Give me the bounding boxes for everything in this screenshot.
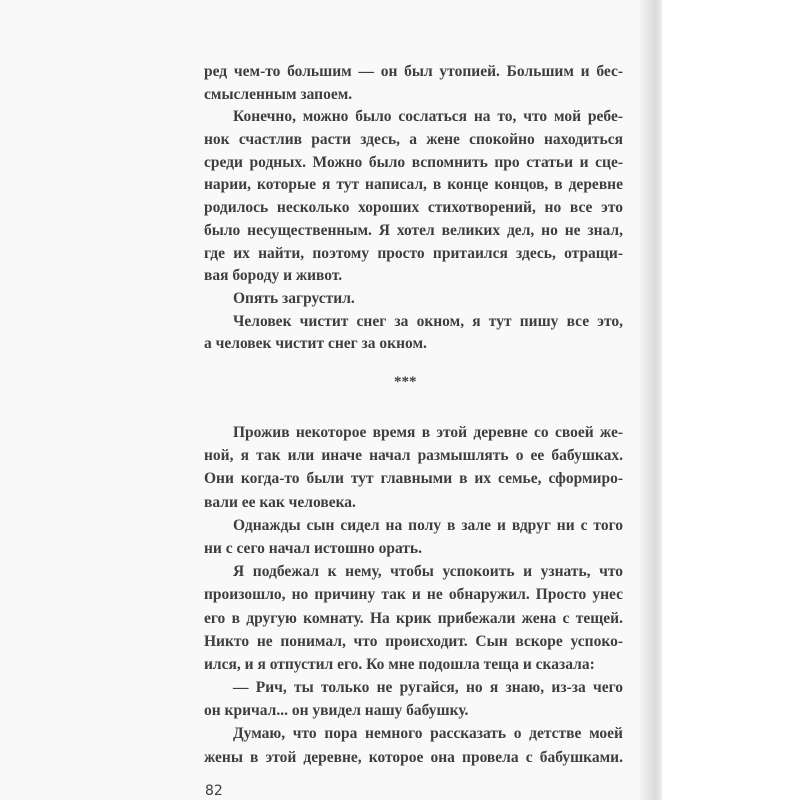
text-line: Человек чистит снег за окном, я тут пишу все это,: [233, 312, 623, 330]
paragraph: [204, 722, 623, 768]
text-line: ред чем-то большим — он был утопией. Большим и бес-: [204, 63, 623, 80]
paragraph: [204, 421, 623, 514]
paragraph: [204, 106, 623, 288]
text-line: Думаю, что пора немного рассказать о детстве моей: [233, 725, 623, 743]
paragraph: [204, 61, 623, 106]
text-line: было несущественным. Я хотел великих дел, но не знал,: [204, 221, 623, 239]
background: [662, 0, 800, 800]
text-line: Конечно, можно было сослаться на то, что мой ребе-: [233, 108, 623, 126]
text-line: нок счастлив расти здесь, а жене спокойно находиться: [204, 131, 623, 149]
text-line: Опять загрустил.: [233, 289, 355, 307]
text-line: Они когда-то были тут главными в их семье, сформиро-: [204, 470, 623, 488]
text-line: где их найти, поэтому просто притаился здесь, отращи-: [204, 244, 623, 262]
paragraph: [204, 311, 623, 356]
text-line: смысленным запоем.: [204, 85, 353, 103]
paragraph: [204, 676, 623, 722]
text-line: вая бороду и живот.: [204, 267, 343, 285]
paragraph: [204, 288, 623, 311]
text-line: — Рич, ты только не ругайся, но я знаю, из-за чего: [233, 679, 623, 697]
text-line: а человек чистит снег за окном.: [204, 335, 427, 353]
text-line: вали ее как человека.: [204, 493, 356, 511]
text-line: жены в этой деревне, которое она провела с бабушками.: [204, 748, 623, 766]
page-edge-shadow: [640, 0, 662, 800]
text-line: Я подбежал к нему, чтобы успокоить и узнать, что: [233, 563, 623, 581]
page-number: 82: [205, 783, 223, 799]
paragraph: [204, 560, 623, 676]
text-line: родилось несколько хороших стихотворений, но все это: [204, 199, 623, 217]
text-line: ной, я так или иначе начал размышлять о ее бабушках.: [204, 447, 623, 465]
text-line: Прожив некоторое время в этой деревне со своей же-: [233, 424, 623, 441]
text-line: среди родных. Можно было вспомнить про статьи и сце-: [204, 153, 623, 171]
text-line: ни с сего начал истошно орать.: [204, 539, 422, 557]
text-line: ился, и я отпустил его. Ко мне подошла теща и сказала:: [204, 655, 595, 673]
paragraph: [204, 514, 623, 560]
text-line: его в другую комнату. На крик прибежали жена с тещей.: [204, 609, 623, 627]
text-line: произошло, но причину так и не обнаружил. Просто унес: [204, 586, 623, 604]
text-section-1: [204, 61, 623, 356]
text-line: Никто не понимал, что происходит. Сын вскоре успоко-: [204, 632, 623, 650]
text-line: нарии, которые я тут написал, в конце концов, в деревне: [204, 176, 623, 194]
text-section-2: [204, 421, 623, 769]
section-separator: ***: [394, 374, 417, 390]
text-line: Однажды сын сидел на полу в зале и вдруг ни с того: [233, 516, 623, 534]
text-line: он кричал... он увидел нашу бабушку.: [204, 702, 469, 720]
